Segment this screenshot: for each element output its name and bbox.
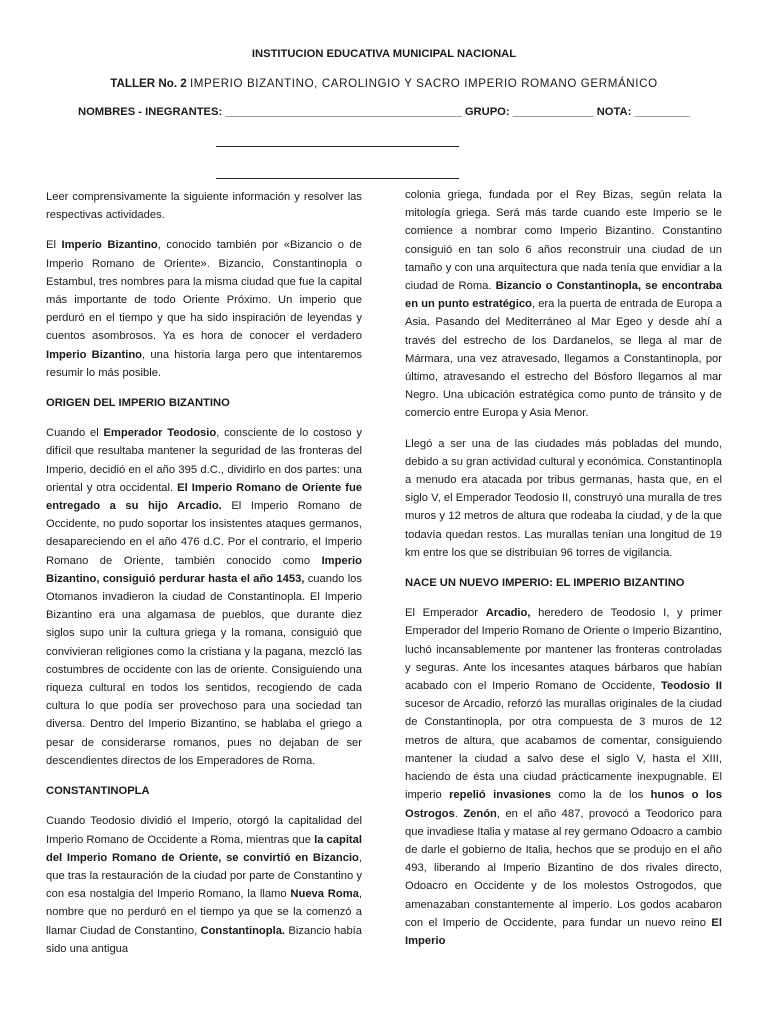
bold-text: Teodosio II: [661, 680, 722, 693]
bold-text: Bizancio o Constantinopla, se encontraba en un punto estratégico: [405, 280, 722, 311]
workshop-label: TALLER No. 2: [110, 77, 187, 90]
workshop-title: [0, 77, 768, 90]
bold-text: repelió invasiones: [449, 789, 551, 802]
section-heading-origen: ORIGEN DEL IMPERIO BIZANTINO: [46, 397, 230, 410]
paragraph: Cuando el Emperador Teodosio, consciente de lo costoso y difícil que resultaba mantener la seguridad de las fronteras del Imperio, decidió en el año 395 d.C., dividirlo en dos partes: una oriental y otra occidental. El Imperio Romano de Oriente fue entregado a su hijo Arcadio. El Imperio Romano de Occidente, no pudo soportar los insistentes ataques germanos, desapareciendo en el año 476 d.C. Por el contrario, el Imperio Romano de Oriente, también conocido como Imperio Bizantino, consiguió perdurar hasta el año 1453, cuando los Otomanos invadieron la ciudad de Constantinopla. El Imperio Bizantino era una algamasa de pueblos, que durante diez siglos supo unir la cultura griega y la romana, consiguió que convivieran religiones como la cristiana y la pagana, mezcló las costumbres de occidente con las de oriente. Consiguiendo una riqueza cultural en todos los sentidos, recogiendo de cada cultura lo que podía ser provechoso para una sociedad tan diversa. Dentro del Imperio Bizantino, se hablaba el griego a pesar de considerarse romanos, pues no dejaban de ser descendientes directos de los Emperadores de Roma.: [46, 427, 363, 767]
paragraph: Llegó a ser una de las ciudades más pobladas del mundo, debido a su gran actividad cultural y económica. Constantinopla a menudo era atacada por tribus germanas, hasta que, en el siglo V, el Emperador Teodosio II, construyó una muralla de tres muros y 12 metros de altura que rodeaba la ciudad, y de la que todavía quedan restos. Las murallas tenían una longitud de 19 km entre los que se distribuían 96 torres de vigilancia.: [405, 437, 722, 559]
bold-text: Imperio Bizantino: [46, 348, 143, 361]
bold-text: hunos o los Ostrogos: [405, 789, 722, 820]
paragraph: Cuando Teodosio dividió el Imperio, otorgó la capitalidad del Imperio Romano de Occidente a Roma, mientras que la capital del Imperio Romano de Oriente, se convirtió en Bizancio, que tras la restauración de la ciudad por parte de Constantino y con esa nostalgia del Imperio Romano, la llamo Nueva Roma, nombre que no perduró en el tiempo ya que se la comenzó a llamar Ciudad de Constantino, Constantinopla. Bizancio había sido una antigua: [46, 815, 362, 955]
names-blank-line-2: [216, 178, 459, 179]
left-column: [46, 188, 362, 970]
bold-text: Imperio Bizantino: [61, 239, 158, 252]
right-column: [405, 186, 722, 962]
institution-title: INSTITUCION EDUCATIVA MUNICIPAL NACIONAL: [251, 48, 517, 60]
names-group-grade-line: NOMBRES - INEGRANTES: ______________________________________ GRUPO: _____________ NOTA: _________: [78, 106, 691, 118]
bold-text: Zenón: [463, 807, 497, 820]
bold-text: Arcadio,: [485, 607, 531, 620]
bold-text: Emperador Teodosio: [103, 427, 217, 440]
bold-text: El Imperio: [405, 916, 722, 947]
paragraph: colonia griega, fundada por el Rey Bizas, según relata la mitología griega. Será más tarde cuando este Imperio se le comience a nombrar como Imperio Bizantino. Constantino consiguió en tan solo 6 años reconstruir una ciudad de un tamaño y con una arquitectura que nada tenía que envidiar a la ciudad de Roma. Bizancio o Constantinopla, se encontraba en un punto estratégico, era la puerta de entrada de Europa a Asia. Pasando del Mediterráneo al Mar Egeo y desde ahí a través del estrecho de los Dardanelos, se llega al mar de Mármara, una vez atravesado, llegamos a Constantinopla, por último, atravesando el estrecho del Bósforo llegamos al mar Negro. Una ubicación estratégica como punto de tránsito y de comercio entre Europa y Asia Menor.: [405, 189, 722, 420]
section-heading-constantinopla: CONSTANTINOPLA: [46, 785, 150, 798]
bold-text: la capital del Imperio Romano de Oriente, se convirtió en Bizancio: [46, 833, 362, 864]
workshop-topic: IMPERIO BIZANTINO, CAROLINGIO Y SACRO IMPERIO ROMANO GERMÁNICO: [189, 77, 658, 90]
bold-text: Imperio Bizantino, consiguió perdurar hasta el año 1453,: [46, 554, 362, 585]
paragraph: El Imperio Bizantino, conocido también por «Bizancio o de Imperio Romano de Oriente». Bizancio, Constantinopla o Estambul, tres nombres para la misma ciudad que fue la capital más importante de todo Oriente Próximo. Un imperio que perduró en el tiempo y que ha sido inspiración de leyendas y cuentos asombrosos. Ya es hora de conocer el verdadero Imperio Bizantino, una historia larga pero que intentaremos resumir lo más posible.: [46, 239, 362, 379]
intro-paragraph: Leer comprensivamente la siguiente información y resolver las respectivas actividades.: [46, 191, 362, 222]
names-blank-line-1: [216, 146, 459, 147]
section-heading-nace: NACE UN NUEVO IMPERIO: EL IMPERIO BIZANTINO: [405, 577, 685, 590]
bold-text: Nueva Roma: [290, 888, 359, 901]
paragraph: El Emperador Arcadio, heredero de Teodosio I, y primer Emperador del Imperio Romano de Oriente o Imperio Bizantino, luchó incansablemente por mantener las fronteras controladas y seguras. Ante los incesantes ataques bárbaros que habían acabado con el Imperio Romano de Occidente, Teodosio II sucesor de Arcadio, reforzó las murallas originales de la ciudad de Constantinopla, por otra compuesta de 3 muros de 12 metros de altura, que acabamos de comentar, consiguiendo mantener la ciudad a salvo dese el siglo V, hasta el XIII, haciendo de ésta una ciudad prácticamente inexpugnable. El imperio repelió invasiones como la de los hunos o los Ostrogos. Zenón, en el año 487, provocó a Teodorico para que invadiese Italia y matase al rey germano Odoacro a cambio de darle el gobierno de Italia, hechos que se produjo en el año 493, liberando al Imperio Bizantino de dos rivales directo, Odoacro en Occidente y de los molestos Ostrogodos, que amenazaban constantemente al imperio. Los godos acabaron con el Imperio de Occidente, para fundar un nuevo reino El Imperio: [405, 607, 722, 947]
bold-text: Constantinopla.: [200, 924, 286, 937]
bold-text: El Imperio Romano de Oriente fue entregado a su hijo Arcadio.: [46, 481, 363, 513]
